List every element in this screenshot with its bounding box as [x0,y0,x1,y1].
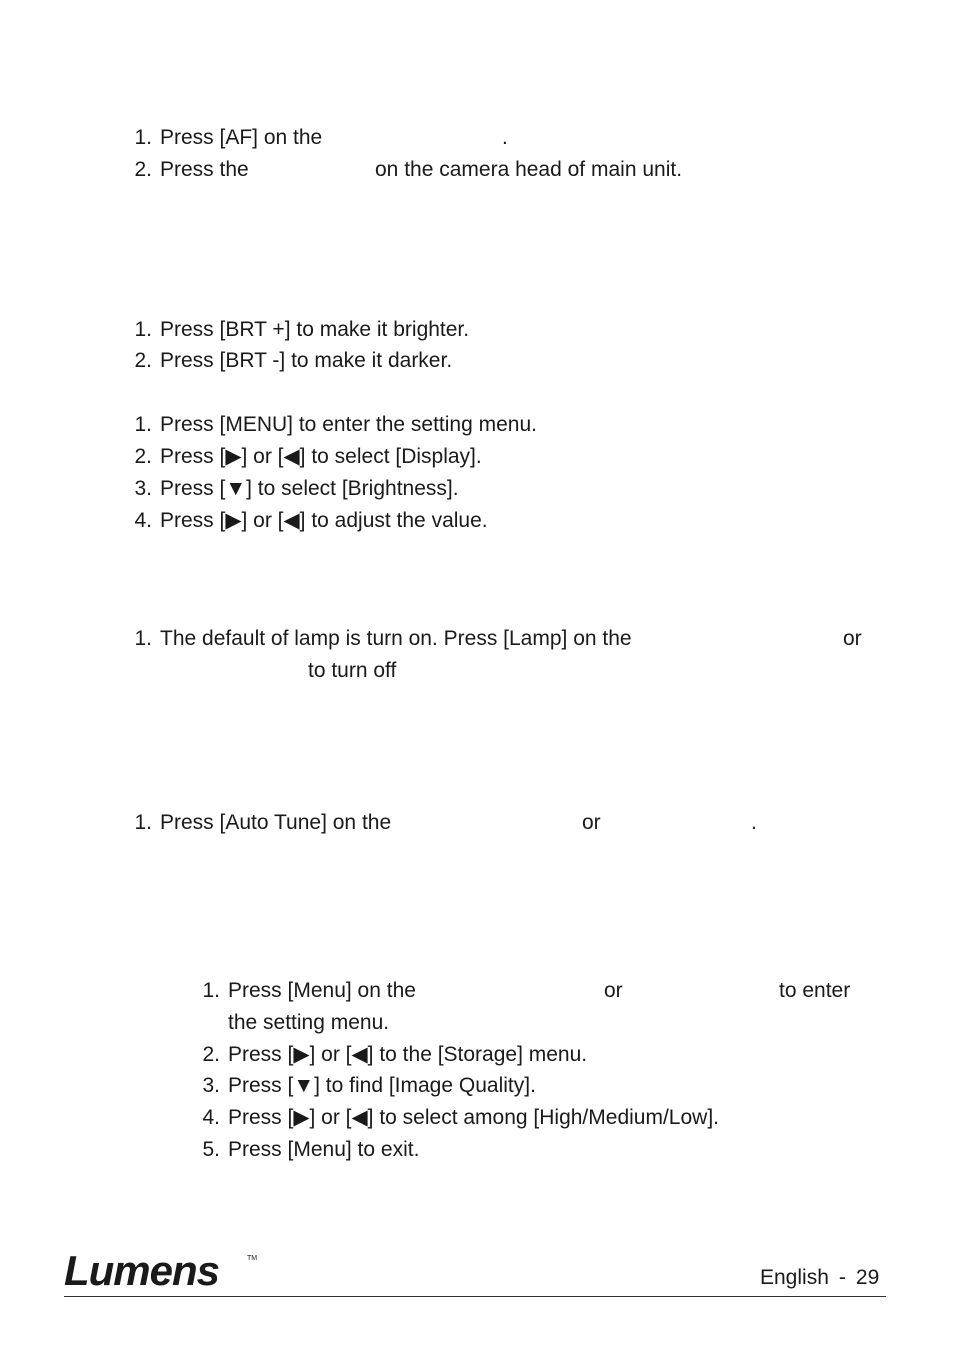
manual-page: 1. Press [AF] on the . 2. Press the on the camera head of main unit. 1. Press [BRT +] to make it brighter. 2. Press [BRT -] to make it darker. 1. Press [MENU] to enter the setting menu. 2. Press [▶] or [◀] to select [Display]. 3. Press [▼] to select [Brightness]. 4. Press [▶] or [◀] to adjust the value. 1. The default of lamp is turn on. Press [Lamp] on the or to turn off 1. Press [Auto Tune] on the or . 1. Press [Menu] on the or to enter the setting menu. 2. Press [▶] or [◀] to the [Storage] menu. 3. Press [▼] to find [Image Quality]. 4. Press [▶] or [◀] to select among [High/Medium/Low]. 5. Press [Menu] to exit. Lumens TM English - 29 [0,0,954,1355]
lumens-logo [62,1250,262,1298]
page-number: 29 [855,1266,880,1289]
lumens-logo-graphic [62,1250,262,1292]
footer-separator: - [838,1266,846,1289]
svg-text:TM: TM [247,1255,258,1262]
svg-text:Lumens: Lumens [64,1250,220,1292]
footer-divider [64,1296,886,1297]
footer-language: English [760,1266,829,1289]
page-footer-number [760,1266,879,1290]
